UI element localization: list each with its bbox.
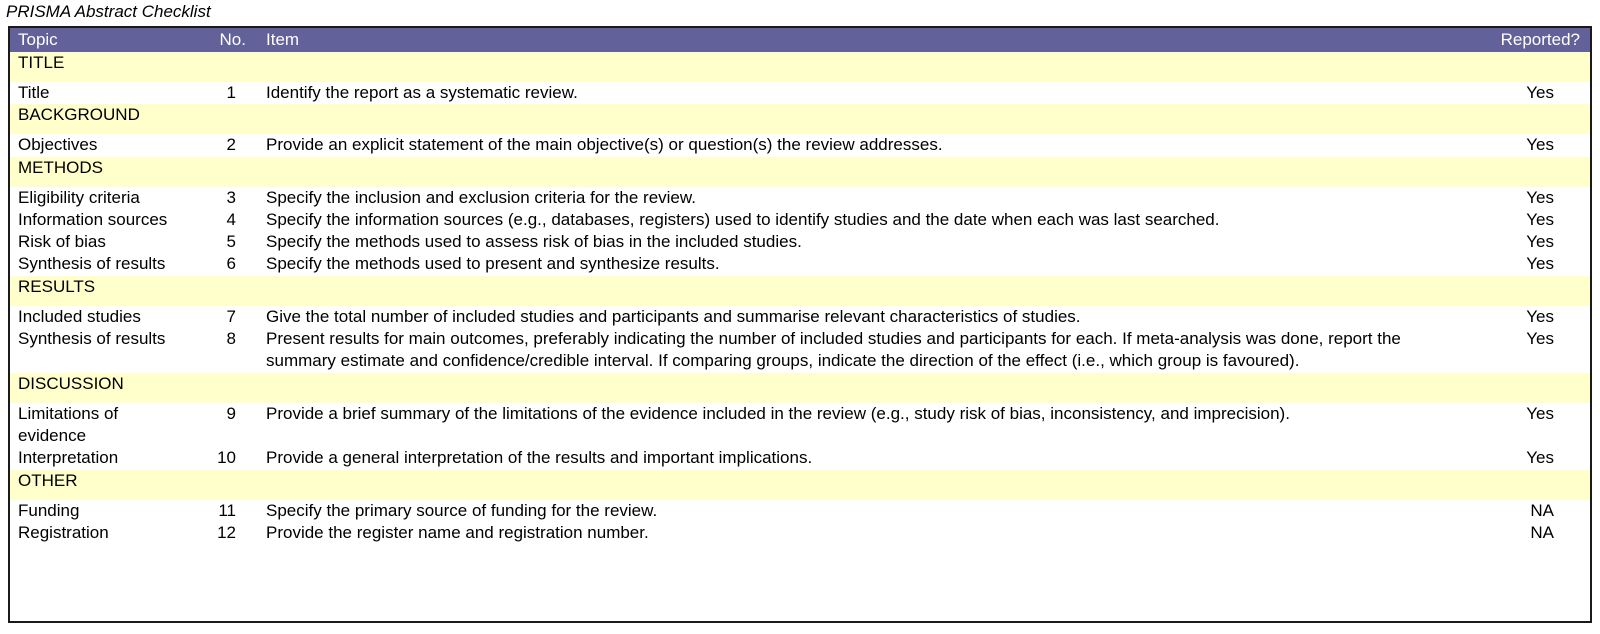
table-header-row [10,28,1590,52]
header-reported: Reported? [1500,30,1580,49]
item-number-cell: 8 [226,329,236,349]
topic-cell: Objectives [18,135,98,155]
reported-cell: Yes [1526,83,1554,102]
section-row [10,104,1590,134]
item-number-cell: 10 [217,448,236,468]
topic-cell: Limitations of evidence [18,403,119,445]
item-text-cell: Identify the report as a systematic review. [266,83,578,102]
topic-cell: Title [18,83,50,102]
item-text-cell: Specify the inclusion and exclusion criteria for the review. [266,187,696,207]
section-row [10,157,1590,187]
item-number-cell: 6 [226,254,236,274]
table-body [10,52,1590,544]
section-heading: METHODS [18,157,103,177]
section-row [10,276,1590,306]
checklist-table [10,28,1590,544]
reported-cell: Yes [1526,209,1554,229]
table-row [10,187,1590,209]
item-number-cell: 2 [226,135,236,155]
item-number-cell: 9 [226,403,236,423]
section-heading: OTHER [18,470,78,490]
topic-cell: Risk of bias [18,232,106,252]
checklist-caption: PRISMA Abstract Checklist [6,2,211,21]
item-text-cell: Specify the methods used to present and synthesize results. [266,254,720,274]
section-row [10,52,1590,82]
table-row [10,403,1590,448]
section-row [10,470,1590,500]
topic-cell: Interpretation [18,448,119,468]
topic-cell: Registration [18,522,109,542]
header-topic: Topic [18,30,58,49]
table-row [10,253,1590,275]
reported-cell: Yes [1526,254,1554,274]
table-row [10,447,1590,469]
item-text-cell: Present results for main outcomes, preferably indicating the number of included studies and participants for each. If meta-analysis was done, report the summary estimate and confidence/credible interval. If comparing groups, indicate the direction of the effect (i.e., which group is favoured). [266,329,1401,371]
item-number-cell: 7 [226,306,236,326]
item-number-cell: 1 [226,83,236,102]
table-row [10,209,1590,231]
reported-cell: Yes [1526,448,1554,468]
table-row [10,82,1590,104]
header-item: Item [266,30,300,49]
item-number-cell: 5 [226,232,236,252]
reported-cell: NA [1530,522,1554,542]
topic-cell: Funding [18,500,80,520]
item-text-cell: Provide a brief summary of the limitations of the evidence included in the review (e.g., study risk of bias, inconsistency, and imprecision). [266,403,1290,423]
section-row [10,373,1590,403]
table-row [10,134,1590,156]
reported-cell: NA [1530,500,1554,520]
item-text-cell: Provide an explicit statement of the main objective(s) or question(s) the review addresses. [266,135,943,155]
item-text-cell: Provide a general interpretation of the results and important implications. [266,448,813,468]
item-text-cell: Specify the methods used to assess risk of bias in the included studies. [266,232,802,252]
reported-cell: Yes [1526,135,1554,155]
item-text-cell: Specify the information sources (e.g., databases, registers) used to identify studies and the date when each was last searched. [266,209,1220,229]
topic-cell: Eligibility criteria [18,187,140,207]
table-row [10,500,1590,522]
reported-cell: Yes [1526,187,1554,207]
reported-cell: Yes [1526,329,1554,349]
item-text-cell: Specify the primary source of funding for the review. [266,500,658,520]
topic-cell: Synthesis of results [18,254,166,274]
item-number-cell: 3 [226,187,236,207]
topic-cell: Included studies [18,306,141,326]
reported-cell: Yes [1526,403,1554,423]
table-row [10,231,1590,253]
section-heading: BACKGROUND [18,105,140,125]
reported-cell: Yes [1526,306,1554,326]
reported-cell: Yes [1526,232,1554,252]
table-row [10,522,1590,544]
checklist-table-frame [8,26,1592,623]
table-row [10,306,1590,328]
table-row [10,328,1590,373]
item-text-cell: Provide the register name and registration number. [266,522,649,542]
header-no: No. [219,30,246,49]
section-heading: TITLE [18,53,65,72]
topic-cell: Synthesis of results [18,329,166,349]
item-text-cell: Give the total number of included studies and participants and summarise relevant characteristics of studies. [266,306,1081,326]
item-number-cell: 12 [217,522,236,542]
section-heading: RESULTS [18,276,96,296]
topic-cell: Information sources [18,209,168,229]
section-heading: DISCUSSION [18,373,124,393]
item-number-cell: 4 [226,209,236,229]
item-number-cell: 11 [218,500,236,520]
